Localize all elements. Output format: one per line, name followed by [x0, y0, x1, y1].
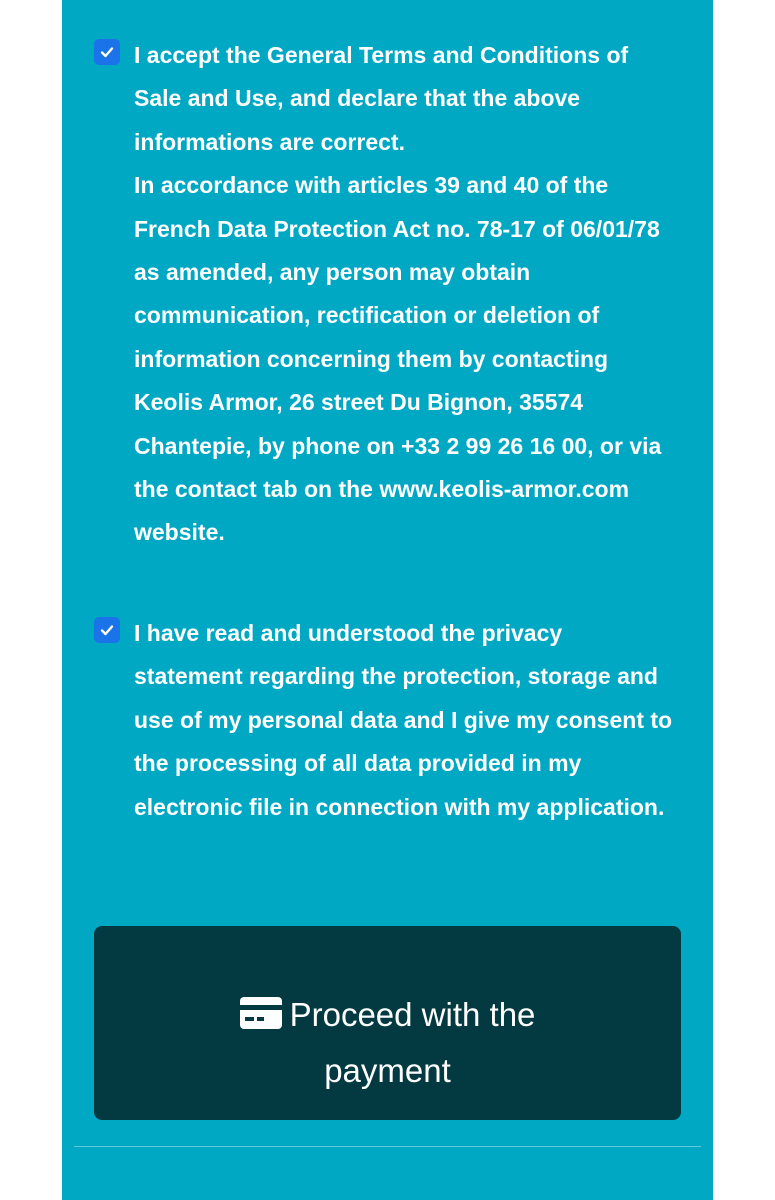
- terms-consent: [94, 34, 674, 555]
- form-panel: [62, 0, 713, 1200]
- checkmark-icon: [99, 622, 115, 638]
- proceed-payment-label: Proceed with the payment: [289, 996, 536, 1089]
- terms-checkbox[interactable]: [94, 39, 120, 65]
- data-protection-text: In accordance with articles 39 and 40 of the French Data Protection Act no. 78-17 of 06/01/78 as amended, any person may obtain communication, rectification or deletion of information concerning them by contacting Keolis Armor, 26 street Du Bignon, 35574 Chantepie, by phone on +33 2 99 26 16 00, or via the contact tab on the www.keolis-armor.com website.: [134, 172, 662, 546]
- terms-accept-text: I accept the General Terms and Conditions of Sale and Use, and declare that the above informations are correct.: [134, 42, 629, 155]
- terms-consent-text: [134, 34, 674, 555]
- privacy-checkbox[interactable]: [94, 617, 120, 643]
- privacy-statement-text: I have read and understood the privacy statement regarding the protection, storage and use of my personal data and I give my consent to the processing of all data provided in my electronic file in connection with my application.: [134, 620, 673, 820]
- proceed-payment-button[interactable]: [94, 926, 681, 1120]
- privacy-consent: [94, 612, 674, 829]
- divider: [74, 1146, 701, 1147]
- privacy-consent-text: [134, 612, 674, 829]
- checkmark-icon: [99, 44, 115, 60]
- credit-card-icon: [240, 997, 282, 1029]
